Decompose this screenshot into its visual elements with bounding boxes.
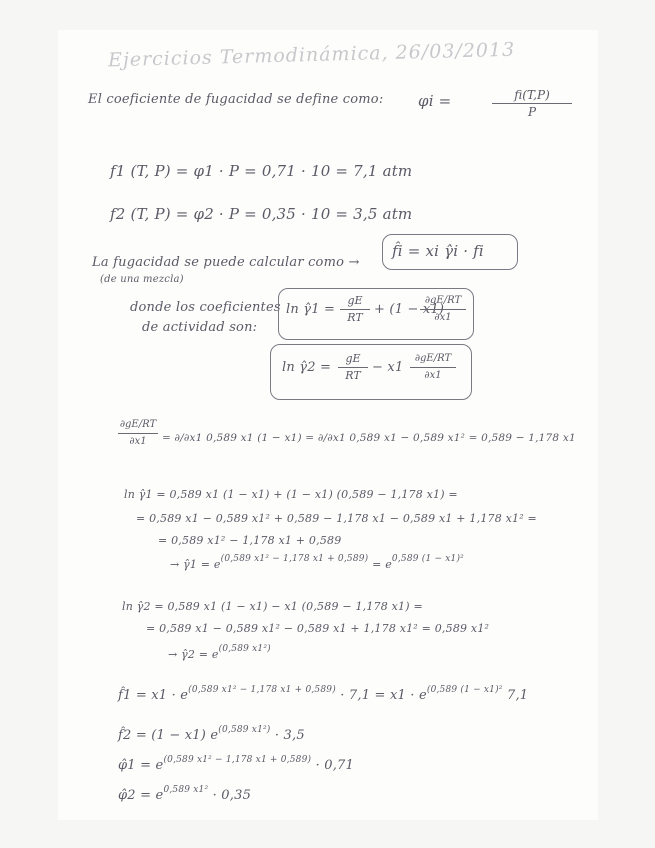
phi2-hat-exponent: 0,589 x1² (163, 785, 209, 795)
ln-gamma2-step-1: ln γ̂2 = 0,589 x1 (1 − x1) − x1 (0,589 − 1,178 x1) = (122, 600, 423, 613)
gamma2-lhs: → γ̂2 = e (168, 648, 219, 661)
gE-RT-fraction-2 (338, 352, 368, 383)
phi-definition-denominator: P (527, 105, 537, 119)
phi1-hat-equation (118, 755, 354, 773)
phi1-hat-exponent: (0,589 x1² − 1,178 x1 + 0,589) (163, 755, 312, 765)
derivative-denominator: ∂x1 (434, 312, 452, 323)
f2-equation: f2 (T, P) = φ2 · P = 0,35 · 10 = 3,5 atm (110, 205, 413, 223)
ln-gamma1-lhs: ln γ̂1 = (286, 302, 336, 317)
gamma2-exponent: (0,589 x1²) (218, 644, 271, 654)
phi2-hat-lhs: φ̂2 = e (118, 788, 164, 803)
derivative-lhs-fraction (118, 418, 158, 449)
f2-hat-tail: · 3,5 (274, 728, 305, 743)
f1-hat-exponent-2: (0,589 (1 − x1)² (426, 685, 503, 695)
derivative-numerator: ∂gE/RT (414, 353, 452, 364)
f2-hat-exponent: (0,589 x1²) (218, 725, 271, 735)
gamma1-exponent-2: 0,589 (1 − x1)² (391, 554, 464, 564)
gamma1-lhs: → γ̂1 = e (170, 558, 221, 571)
ln-gamma1-result (170, 554, 464, 571)
page-header: Ejercicios Termodinámica, 26/03/2013 (107, 38, 516, 72)
phi1-hat-lhs: φ̂1 = e (118, 758, 164, 773)
f1-hat-exponent-1: (0,589 x1² − 1,178 x1 + 0,589) (188, 685, 336, 695)
ln-gamma2-step-2: = 0,589 x1 − 0,589 x1² − 0,589 x1 + 1,178 x1² = 0,589 x1² (146, 622, 490, 635)
fugacity-text: La fugacidad se puede calcular como → (92, 255, 360, 270)
intro-text: El coeficiente de fugacidad se define como: (88, 92, 384, 107)
ln-gamma1-step-1: ln γ̂1 = 0,589 x1 (1 − x1) + (1 − x1) (0,589 − 1,178 x1) = (124, 488, 458, 501)
ln-gamma1-step-3: = 0,589 x1² − 1,178 x1 + 0,589 (158, 534, 342, 547)
phi2-hat-equation (118, 785, 252, 803)
coefficients-text-2: de actividad son: (142, 320, 258, 335)
derivative-denominator: ∂x1 (424, 370, 442, 381)
ln-gamma2-lhs: ln γ̂2 = (282, 360, 332, 375)
fraction-bar (410, 367, 456, 368)
fugacity-box-equation: f̂i = xi γ̂i · fi (392, 242, 484, 260)
gE-numerator: gE (345, 352, 361, 365)
f2-hat-equation (118, 725, 305, 743)
phi-definition-lhs: φi = (418, 92, 452, 110)
fraction-bar (118, 433, 158, 434)
f1-hat-lhs: f̂1 = x1 · e (118, 688, 189, 703)
gE-RT-fraction-1 (340, 294, 370, 325)
f1-hat-tail: 7,1 (506, 688, 529, 703)
derivative-denominator: ∂x1 (129, 436, 147, 447)
gamma1-tail: = e (372, 558, 392, 571)
derivative-equation: = ∂/∂x1 0,589 x1 (1 − x1) = ∂/∂x1 0,589 x1 − 0,589 x1² = 0,589 − 1,178 x1 (162, 432, 576, 444)
phi1-hat-tail: · 0,71 (315, 758, 354, 773)
phi-definition-numerator: fi(T,P) (514, 88, 550, 102)
derivative-fraction-1 (420, 294, 466, 325)
fraction-bar (340, 309, 370, 310)
phi-definition-fraction (492, 88, 572, 119)
fraction-bar (420, 309, 466, 310)
f1-hat-equation (118, 685, 529, 703)
derivative-fraction-2 (410, 352, 456, 383)
fraction-bar (338, 367, 368, 368)
ln-gamma2-mid: − x1 (372, 360, 404, 375)
f2-hat-lhs: f̂2 = (1 − x1) e (118, 728, 219, 743)
ln-gamma1-mid: + (1 − x1) (374, 302, 445, 317)
fugacity-subtext: (de una mezcla) (100, 274, 184, 285)
RT-denominator: RT (345, 369, 361, 382)
ln-gamma2-result (168, 644, 271, 661)
ln-gamma1-step-2: = 0,589 x1 − 0,589 x1² + 0,589 − 1,178 x1 − 0,589 x1 + 1,178 x1² = (136, 512, 537, 525)
derivative-numerator: ∂gE/RT (424, 295, 462, 306)
gamma1-exponent-1: (0,589 x1² − 1,178 x1 + 0,589) (220, 554, 369, 564)
derivative-numerator: ∂gE/RT (119, 419, 157, 430)
RT-denominator: RT (347, 311, 363, 324)
phi2-hat-tail: · 0,35 (212, 788, 252, 803)
coefficients-text-1: donde los coeficientes (130, 300, 281, 315)
f1-hat-mid: · 7,1 = x1 · e (340, 688, 427, 703)
f1-equation: f1 (T, P) = φ1 · P = 0,71 · 10 = 7,1 atm (110, 162, 413, 180)
gE-numerator: gE (347, 294, 363, 307)
fraction-bar (492, 103, 572, 104)
